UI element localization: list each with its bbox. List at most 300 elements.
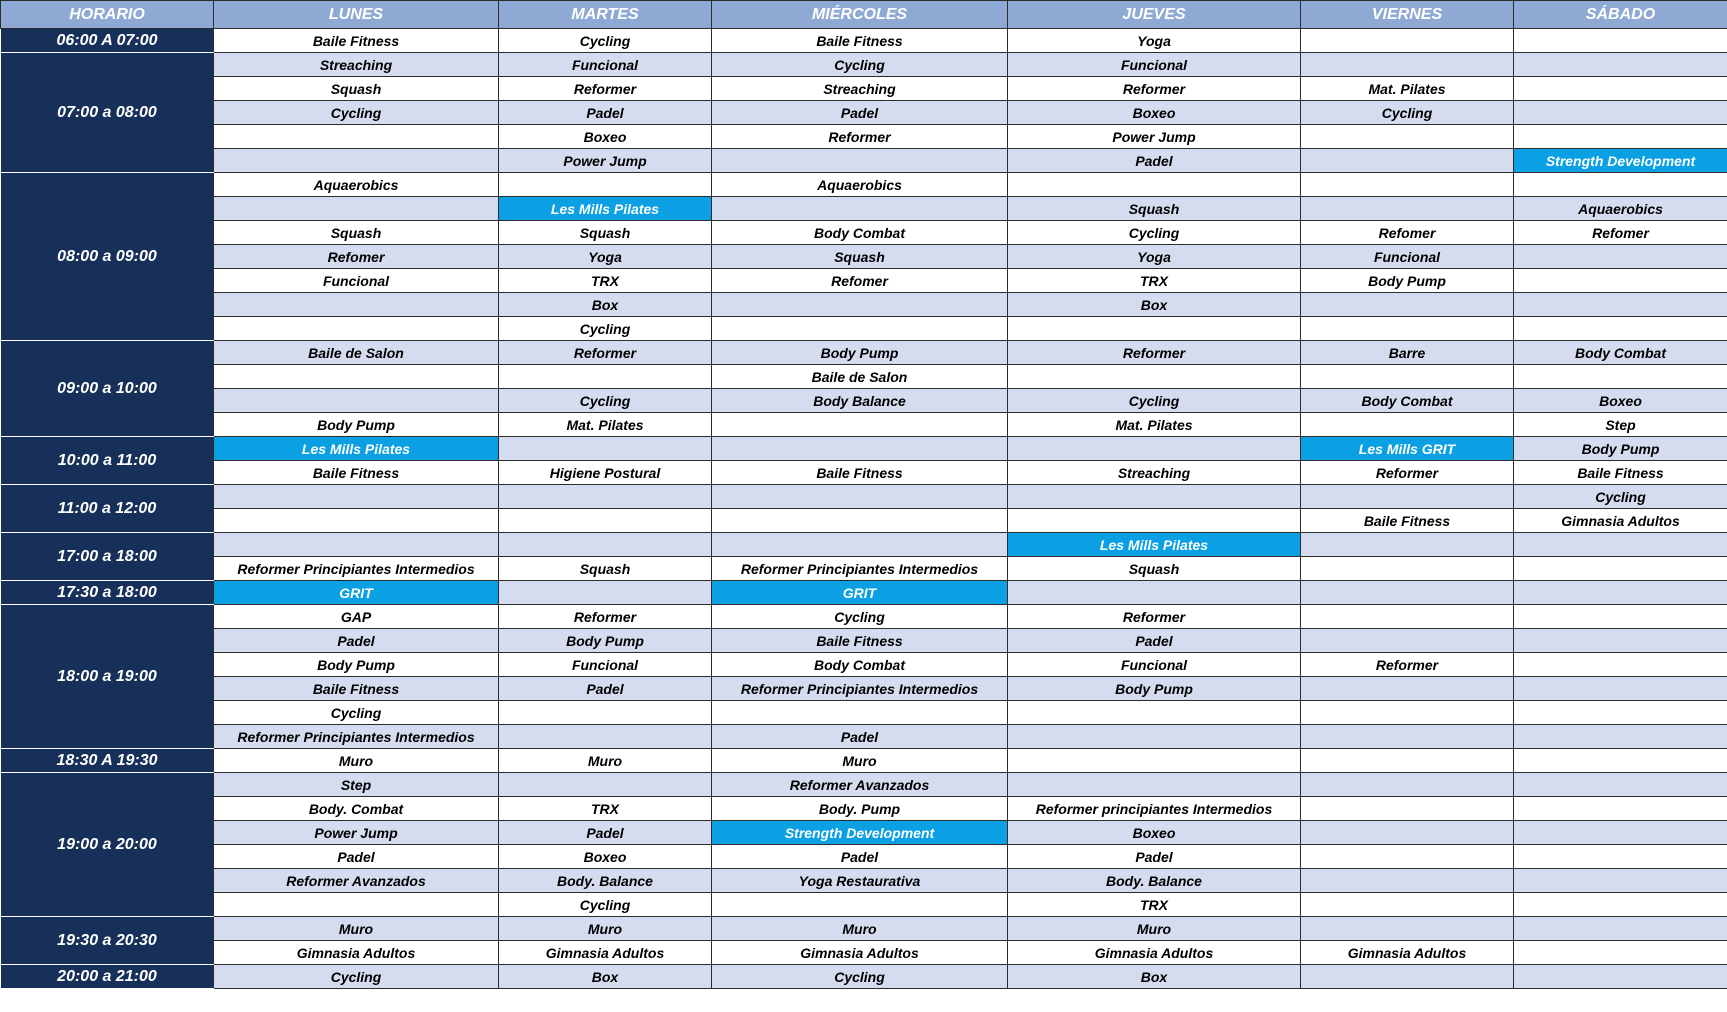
time-slot: 18:00 a 19:00 xyxy=(1,605,214,749)
time-slot: 10:00 a 11:00 xyxy=(1,437,214,485)
class-cell: Padel xyxy=(499,101,712,125)
table-row xyxy=(1,341,1727,365)
class-cell xyxy=(214,389,499,413)
class-cell: Body Balance xyxy=(712,389,1008,413)
class-cell: Cycling xyxy=(499,317,712,341)
class-cell: Reformer Avanzados xyxy=(214,869,499,893)
class-cell: Squash xyxy=(214,221,499,245)
class-cell: Funcional xyxy=(214,269,499,293)
class-cell xyxy=(1514,125,1727,149)
table-row xyxy=(1,269,1727,293)
table-row xyxy=(1,149,1727,173)
header-day: VIERNES xyxy=(1301,1,1514,29)
class-cell xyxy=(1008,773,1301,797)
class-cell xyxy=(1301,749,1514,773)
class-cell: Baile Fitness xyxy=(214,29,499,53)
class-cell xyxy=(1514,869,1727,893)
table-row xyxy=(1,533,1727,557)
class-cell xyxy=(1008,581,1301,605)
class-cell xyxy=(214,317,499,341)
class-cell: Cycling xyxy=(214,101,499,125)
class-cell xyxy=(1514,917,1727,941)
class-cell xyxy=(1514,773,1727,797)
table-row xyxy=(1,485,1727,509)
class-cell xyxy=(1301,365,1514,389)
class-cell-highlighted: Strength Development xyxy=(1514,149,1727,173)
class-cell xyxy=(1301,821,1514,845)
class-cell xyxy=(214,533,499,557)
class-cell: Reformer xyxy=(1301,653,1514,677)
table-row xyxy=(1,845,1727,869)
class-cell: Body Combat xyxy=(1514,341,1727,365)
class-cell xyxy=(1301,845,1514,869)
time-slot: 09:00 a 10:00 xyxy=(1,341,214,437)
class-cell xyxy=(1514,557,1727,581)
class-cell: Gimnasia Adultos xyxy=(1514,509,1727,533)
class-cell xyxy=(1514,629,1727,653)
class-cell xyxy=(214,509,499,533)
class-cell: Reformer xyxy=(1008,77,1301,101)
table-row xyxy=(1,365,1727,389)
table-row xyxy=(1,245,1727,269)
table-row xyxy=(1,917,1727,941)
table-row xyxy=(1,77,1727,101)
class-cell xyxy=(712,533,1008,557)
time-slot: 17:30 a 18:00 xyxy=(1,581,214,605)
class-cell xyxy=(499,581,712,605)
class-cell xyxy=(1301,53,1514,77)
class-cell xyxy=(1514,653,1727,677)
table-row xyxy=(1,725,1727,749)
class-cell: Cycling xyxy=(214,965,499,989)
class-cell xyxy=(1514,53,1727,77)
class-cell: Boxeo xyxy=(1008,101,1301,125)
class-cell-highlighted: Les Mills Pilates xyxy=(214,437,499,461)
class-cell xyxy=(499,365,712,389)
table-row xyxy=(1,821,1727,845)
table-row xyxy=(1,629,1727,653)
class-cell: Refomer xyxy=(1301,221,1514,245)
class-cell xyxy=(1008,437,1301,461)
class-cell xyxy=(1514,269,1727,293)
class-cell: Baile Fitness xyxy=(214,461,499,485)
class-cell xyxy=(1008,725,1301,749)
class-cell-highlighted: GRIT xyxy=(712,581,1008,605)
time-slot: 06:00 A 07:00 xyxy=(1,29,214,53)
table-row xyxy=(1,557,1727,581)
class-cell: Squash xyxy=(1008,557,1301,581)
class-cell xyxy=(712,293,1008,317)
class-cell: Streaching xyxy=(712,77,1008,101)
class-cell xyxy=(1514,581,1727,605)
class-cell: Boxeo xyxy=(1514,389,1727,413)
class-cell: Baile Fitness xyxy=(1301,509,1514,533)
class-cell: Power Jump xyxy=(499,149,712,173)
class-cell: Baile Fitness xyxy=(712,29,1008,53)
schedule-body xyxy=(1,29,1727,989)
class-cell xyxy=(1514,725,1727,749)
class-cell xyxy=(712,485,1008,509)
class-cell xyxy=(1008,485,1301,509)
class-cell: Aquaerobics xyxy=(1514,197,1727,221)
class-cell: Cycling xyxy=(1008,221,1301,245)
class-cell: Padel xyxy=(499,677,712,701)
class-cell xyxy=(214,365,499,389)
class-cell: Padel xyxy=(1008,149,1301,173)
class-cell xyxy=(1514,797,1727,821)
class-cell: Box xyxy=(499,965,712,989)
class-cell xyxy=(1514,893,1727,917)
class-cell-highlighted: Strength Development xyxy=(712,821,1008,845)
class-cell xyxy=(1514,821,1727,845)
class-cell: Squash xyxy=(214,77,499,101)
class-cell: Baile Fitness xyxy=(712,461,1008,485)
class-cell xyxy=(1301,413,1514,437)
class-cell xyxy=(1514,749,1727,773)
class-cell xyxy=(1301,797,1514,821)
time-slot: 19:00 a 20:00 xyxy=(1,773,214,917)
table-row xyxy=(1,965,1727,989)
class-cell xyxy=(499,437,712,461)
table-row xyxy=(1,125,1727,149)
table-row xyxy=(1,893,1727,917)
class-cell: Padel xyxy=(1008,845,1301,869)
class-cell xyxy=(1301,893,1514,917)
class-cell xyxy=(1514,701,1727,725)
class-cell: Reformer Principiantes Intermedios xyxy=(214,557,499,581)
class-cell xyxy=(499,173,712,197)
class-cell: Step xyxy=(1514,413,1727,437)
class-cell: Funcional xyxy=(1008,653,1301,677)
class-cell xyxy=(712,317,1008,341)
class-cell xyxy=(1514,677,1727,701)
class-cell-highlighted: Les Mills Pilates xyxy=(1008,533,1301,557)
class-cell xyxy=(1514,533,1727,557)
class-cell: Cycling xyxy=(712,965,1008,989)
class-cell xyxy=(1514,845,1727,869)
class-cell xyxy=(1514,101,1727,125)
class-cell: Cycling xyxy=(1008,389,1301,413)
class-cell xyxy=(1008,173,1301,197)
class-cell: Cycling xyxy=(712,605,1008,629)
class-cell: Reformer principiantes Intermedios xyxy=(1008,797,1301,821)
class-cell xyxy=(1514,77,1727,101)
class-cell-highlighted: Les Mills Pilates xyxy=(499,197,712,221)
class-cell: Body. Balance xyxy=(1008,869,1301,893)
class-cell: TRX xyxy=(499,797,712,821)
class-cell xyxy=(1008,365,1301,389)
class-cell: Body. Combat xyxy=(214,797,499,821)
class-cell: Boxeo xyxy=(499,845,712,869)
class-cell: Padel xyxy=(1008,629,1301,653)
class-cell: Mat. Pilates xyxy=(499,413,712,437)
table-row xyxy=(1,581,1727,605)
time-slot: 18:30 A 19:30 xyxy=(1,749,214,773)
class-cell: Reformer Avanzados xyxy=(712,773,1008,797)
class-cell: Reformer xyxy=(499,605,712,629)
class-cell xyxy=(1008,701,1301,725)
class-cell: Cycling xyxy=(499,389,712,413)
table-row xyxy=(1,413,1727,437)
class-cell: Cycling xyxy=(1301,101,1514,125)
class-cell xyxy=(1514,29,1727,53)
class-cell: Cycling xyxy=(1514,485,1727,509)
class-cell xyxy=(499,509,712,533)
class-cell: Baile Fitness xyxy=(1514,461,1727,485)
table-row xyxy=(1,749,1727,773)
class-cell xyxy=(1301,485,1514,509)
class-cell: Reformer xyxy=(499,341,712,365)
table-row xyxy=(1,389,1727,413)
table-row xyxy=(1,869,1727,893)
class-cell: TRX xyxy=(1008,269,1301,293)
class-cell xyxy=(712,701,1008,725)
class-cell: GAP xyxy=(214,605,499,629)
class-cell xyxy=(1514,365,1727,389)
header-day: MIÉRCOLES xyxy=(712,1,1008,29)
class-cell: TRX xyxy=(499,269,712,293)
class-cell: Cycling xyxy=(712,53,1008,77)
class-cell: Body Combat xyxy=(1301,389,1514,413)
class-cell: Reformer xyxy=(1008,341,1301,365)
class-cell xyxy=(1301,173,1514,197)
class-cell: Body Pump xyxy=(214,413,499,437)
class-cell: Reformer Principiantes Intermedios xyxy=(712,677,1008,701)
class-cell: Step xyxy=(214,773,499,797)
class-cell: Higiene Postural xyxy=(499,461,712,485)
table-row xyxy=(1,437,1727,461)
class-cell: Gimnasia Adultos xyxy=(499,941,712,965)
class-cell xyxy=(1301,869,1514,893)
header-row xyxy=(1,1,1727,29)
class-cell: Gimnasia Adultos xyxy=(1301,941,1514,965)
class-cell xyxy=(712,413,1008,437)
class-cell: Funcional xyxy=(499,653,712,677)
header-day: MARTES xyxy=(499,1,712,29)
schedule-header xyxy=(1,1,1727,29)
class-cell: Body Combat xyxy=(712,221,1008,245)
class-cell: Muro xyxy=(712,917,1008,941)
table-row xyxy=(1,173,1727,197)
class-cell: Gimnasia Adultos xyxy=(1008,941,1301,965)
table-row xyxy=(1,197,1727,221)
table-row xyxy=(1,29,1727,53)
class-cell: TRX xyxy=(1008,893,1301,917)
class-cell xyxy=(1301,701,1514,725)
class-cell: Muro xyxy=(499,917,712,941)
table-row xyxy=(1,605,1727,629)
class-cell: Squash xyxy=(499,221,712,245)
class-cell: Muro xyxy=(1008,917,1301,941)
class-cell xyxy=(1301,197,1514,221)
table-row xyxy=(1,53,1727,77)
class-cell: Box xyxy=(499,293,712,317)
class-cell: Gimnasia Adultos xyxy=(214,941,499,965)
class-cell: Aquaerobics xyxy=(712,173,1008,197)
class-cell: Barre xyxy=(1301,341,1514,365)
class-cell: Funcional xyxy=(1301,245,1514,269)
table-row xyxy=(1,941,1727,965)
class-cell: Aquaerobics xyxy=(214,173,499,197)
class-cell xyxy=(1301,149,1514,173)
class-cell xyxy=(1514,173,1727,197)
class-cell xyxy=(1514,605,1727,629)
class-cell: Gimnasia Adultos xyxy=(712,941,1008,965)
table-row xyxy=(1,317,1727,341)
class-cell xyxy=(1301,605,1514,629)
class-cell xyxy=(499,701,712,725)
class-cell: Muro xyxy=(214,917,499,941)
table-row xyxy=(1,701,1727,725)
class-cell-highlighted: Les Mills GRIT xyxy=(1301,437,1514,461)
class-cell: Padel xyxy=(499,821,712,845)
class-cell: Cycling xyxy=(499,29,712,53)
class-cell: Muro xyxy=(499,749,712,773)
table-row xyxy=(1,797,1727,821)
header-day: JUEVES xyxy=(1008,1,1301,29)
class-cell: Padel xyxy=(214,845,499,869)
class-cell xyxy=(1301,533,1514,557)
class-cell: Reformer xyxy=(499,77,712,101)
class-cell: Body. Pump xyxy=(712,797,1008,821)
class-cell xyxy=(1514,965,1727,989)
class-cell: Funcional xyxy=(1008,53,1301,77)
class-cell xyxy=(1514,245,1727,269)
class-cell xyxy=(499,485,712,509)
class-cell xyxy=(1301,293,1514,317)
class-cell xyxy=(1301,125,1514,149)
class-cell xyxy=(1301,677,1514,701)
class-cell: Streaching xyxy=(214,53,499,77)
table-row xyxy=(1,653,1727,677)
class-cell: Muro xyxy=(712,749,1008,773)
class-cell xyxy=(712,437,1008,461)
table-row xyxy=(1,509,1727,533)
class-cell: Box xyxy=(1008,965,1301,989)
class-cell xyxy=(1301,29,1514,53)
class-cell: Squash xyxy=(1008,197,1301,221)
table-row xyxy=(1,101,1727,125)
header-horario: HORARIO xyxy=(1,1,214,29)
class-cell xyxy=(712,509,1008,533)
class-cell: Squash xyxy=(499,557,712,581)
class-cell: Boxeo xyxy=(499,125,712,149)
class-cell: Refomer xyxy=(214,245,499,269)
class-cell xyxy=(1301,965,1514,989)
class-cell xyxy=(1301,629,1514,653)
class-cell: Reformer Principiantes Intermedios xyxy=(712,557,1008,581)
class-cell: Body Pump xyxy=(214,653,499,677)
class-cell xyxy=(499,533,712,557)
class-cell xyxy=(499,773,712,797)
class-cell xyxy=(499,725,712,749)
class-cell: Padel xyxy=(712,845,1008,869)
class-cell xyxy=(712,893,1008,917)
class-cell: Baile Fitness xyxy=(712,629,1008,653)
class-cell xyxy=(214,893,499,917)
class-cell: Baile Fitness xyxy=(214,677,499,701)
class-cell xyxy=(1301,317,1514,341)
class-cell xyxy=(214,293,499,317)
table-row xyxy=(1,461,1727,485)
class-cell xyxy=(1301,917,1514,941)
class-cell: Body. Balance xyxy=(499,869,712,893)
class-cell: Baile de Salon xyxy=(712,365,1008,389)
class-cell xyxy=(214,197,499,221)
table-row xyxy=(1,677,1727,701)
time-slot: 11:00 a 12:00 xyxy=(1,485,214,533)
header-day: SÁBADO xyxy=(1514,1,1727,29)
class-cell: Yoga Restaurativa xyxy=(712,869,1008,893)
class-cell: Reformer Principiantes Intermedios xyxy=(214,725,499,749)
class-cell: Body Pump xyxy=(1301,269,1514,293)
class-cell xyxy=(1514,941,1727,965)
class-cell: Body Pump xyxy=(1008,677,1301,701)
class-cell xyxy=(1514,293,1727,317)
class-cell xyxy=(1008,317,1301,341)
class-cell: Boxeo xyxy=(1008,821,1301,845)
class-cell: Padel xyxy=(712,725,1008,749)
time-slot: 07:00 a 08:00 xyxy=(1,53,214,173)
time-slot: 19:30 a 20:30 xyxy=(1,917,214,965)
table-row xyxy=(1,293,1727,317)
class-cell xyxy=(1301,725,1514,749)
class-cell: Yoga xyxy=(499,245,712,269)
time-slot: 08:00 a 09:00 xyxy=(1,173,214,341)
class-cell: Body Pump xyxy=(712,341,1008,365)
class-cell: Refomer xyxy=(1514,221,1727,245)
class-cell: Body Pump xyxy=(499,629,712,653)
class-cell xyxy=(214,149,499,173)
class-cell: Power Jump xyxy=(214,821,499,845)
class-cell xyxy=(1301,557,1514,581)
table-row xyxy=(1,221,1727,245)
class-cell xyxy=(1008,509,1301,533)
class-cell xyxy=(214,485,499,509)
class-cell xyxy=(712,197,1008,221)
class-cell: Power Jump xyxy=(1008,125,1301,149)
class-cell xyxy=(1514,317,1727,341)
class-cell: Yoga xyxy=(1008,245,1301,269)
class-cell: Refomer xyxy=(712,269,1008,293)
header-day: LUNES xyxy=(214,1,499,29)
class-cell: Reformer xyxy=(1301,461,1514,485)
class-cell: Padel xyxy=(214,629,499,653)
class-cell: Squash xyxy=(712,245,1008,269)
class-cell: Yoga xyxy=(1008,29,1301,53)
class-cell: Muro xyxy=(214,749,499,773)
class-cell: Mat. Pilates xyxy=(1008,413,1301,437)
class-cell: Funcional xyxy=(499,53,712,77)
class-cell: Body Pump xyxy=(1514,437,1727,461)
class-cell: Streaching xyxy=(1008,461,1301,485)
class-cell xyxy=(712,149,1008,173)
class-cell: Baile de Salon xyxy=(214,341,499,365)
class-cell xyxy=(1301,581,1514,605)
class-cell: Cycling xyxy=(499,893,712,917)
time-slot: 17:00 a 18:00 xyxy=(1,533,214,581)
class-cell: Padel xyxy=(712,101,1008,125)
class-cell xyxy=(1301,773,1514,797)
class-cell xyxy=(214,125,499,149)
class-cell: Mat. Pilates xyxy=(1301,77,1514,101)
table-row xyxy=(1,773,1727,797)
class-cell: Body Combat xyxy=(712,653,1008,677)
class-cell: Box xyxy=(1008,293,1301,317)
time-slot: 20:00 a 21:00 xyxy=(1,965,214,989)
class-cell xyxy=(1008,749,1301,773)
class-cell: Reformer xyxy=(1008,605,1301,629)
